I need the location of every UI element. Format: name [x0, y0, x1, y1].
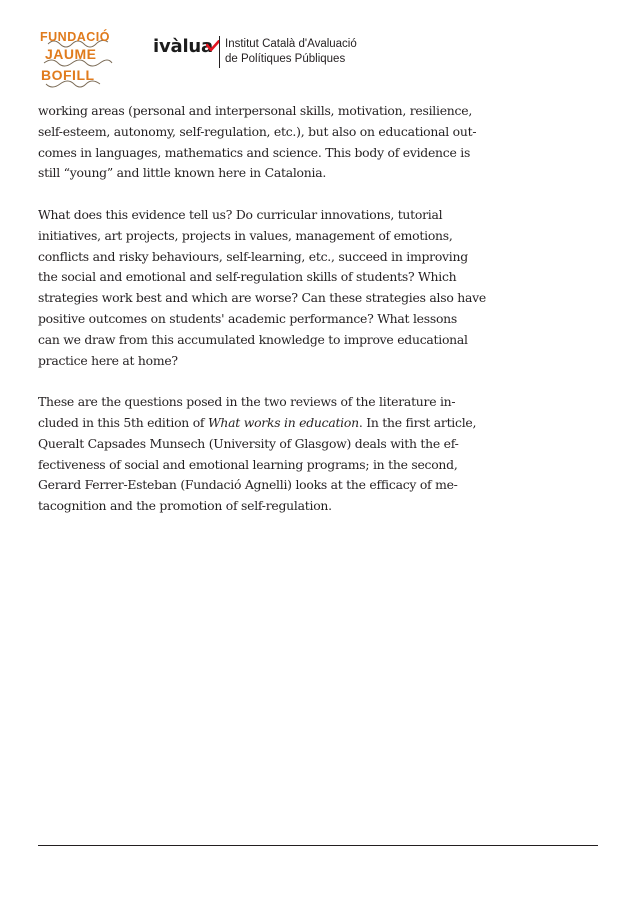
text-line: working areas (personal and interpersonal skills, motivation, resilience,	[38, 103, 473, 118]
text-segment: cluded in this 5th edition of	[38, 414, 208, 430]
text-line: comes in languages, mathematics and science. This body of evidence is	[38, 144, 471, 160]
text-line: These are the questions posed in the two reviews of the literature in-	[38, 394, 456, 410]
checkmark-icon	[206, 40, 220, 52]
text-line: practice here at home?	[38, 352, 178, 368]
text-line: can we draw from this accumulated knowledge to improve educational	[38, 331, 468, 347]
logo-line-bofill: BOFILL	[41, 67, 95, 83]
logo-divider	[219, 36, 220, 68]
ivalua-subtitle-line2: de Polítiques Públiques	[225, 53, 346, 65]
publication-title: What works in education	[207, 414, 359, 430]
text-line: positive outcomes on students' academic performance? What lessons	[38, 310, 458, 326]
text-line: self-esteem, autonomy, self-regulation, etc.), but also on educational out-	[38, 123, 477, 139]
text-line: conflicts and risky behaviours, self-learning, etc., succeed in improving	[38, 248, 468, 264]
text-line: still “young” and little known here in Catalonia.	[38, 165, 327, 181]
logo-line-jaume: JAUME	[45, 46, 97, 62]
fundacio-jaume-bofill-logo	[38, 30, 120, 92]
paragraph-2	[38, 205, 498, 371]
text-segment: . In the first article,	[358, 414, 477, 430]
footer-divider	[38, 845, 598, 846]
text-line: Gerard Ferrer-Esteban (Fundació Agnelli) looks at the efficacy of me-	[38, 477, 458, 493]
logo-line-fundacio: FUNDACIÓ	[40, 30, 110, 44]
text-line-with-title	[38, 413, 498, 434]
text-line: the social and emotional and self-regulation skills of students? Which	[38, 269, 457, 285]
paragraph-1	[38, 101, 498, 184]
text-line: initiatives, art projects, projects in values, management of emotions,	[38, 227, 453, 243]
ivalua-wordmark: ivàlua	[153, 36, 213, 57]
body-text	[38, 101, 498, 538]
ivalua-logo	[153, 34, 363, 68]
text-line: What does this evidence tell us? Do curricular innovations, tutorial	[38, 206, 443, 222]
text-line: fectiveness of social and emotional learning programs; in the second,	[38, 456, 458, 472]
text-line: tacognition and the promotion of self-regulation.	[38, 498, 332, 514]
paragraph-3	[38, 392, 498, 517]
text-line: strategies work best and which are worse? Can these strategies also have	[38, 290, 486, 306]
ivalua-subtitle-line1: Institut Català d'Avaluació	[225, 38, 357, 50]
text-line: Queralt Capsades Munsech (University of Glasgow) deals with the ef-	[38, 435, 459, 451]
